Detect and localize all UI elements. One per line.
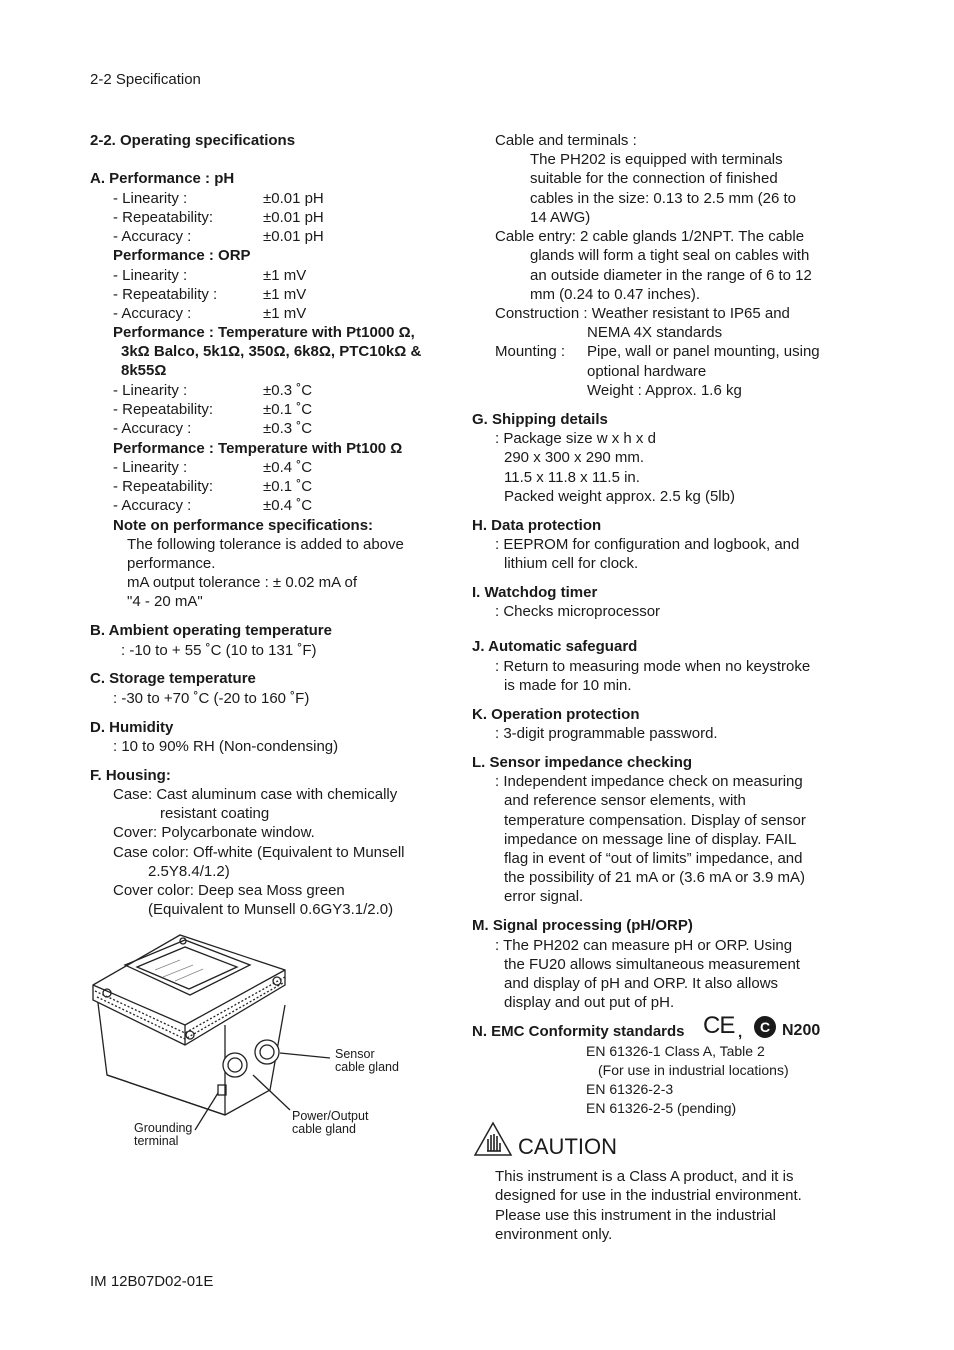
performance-pt1000-heading: Performance : Temperature with Pt1000 Ω, [113,324,415,341]
grounding-label: Grounding [134,1121,193,1135]
sensor-gland-label: Sensor [335,1047,375,1061]
housing-line: Case color: Off-white (Equivalent to Munsell [113,844,405,861]
performance-orp-heading: Performance : ORP [113,247,251,264]
housing-line: Cover: Polycarbonate window. [113,824,315,841]
impedance-line: flag in event of “out of limits” impedance, and [504,850,803,867]
spec-value: ±0.01 pH [263,209,324,226]
safeguard-line: : Return to measuring mode when no keystroke [495,658,811,675]
housing-line: Cover color: Deep sea Moss green [113,882,345,899]
cable-line: 14 AWG) [530,209,591,226]
ambient-temp-heading: B. Ambient operating temperature [90,622,332,639]
signal-processing-line: and display of pH and ORP. It also allows [504,975,779,992]
spec-value: ±1 mV [263,305,307,322]
mounting-line: Pipe, wall or panel mounting, using [587,343,820,360]
storage-temp-heading: C. Storage temperature [90,670,256,687]
cable-line: an outside diameter in the range of 6 to 12 [530,267,812,284]
emc-standard-line: EN 61326-2-5 (pending) [586,1100,737,1116]
safeguard-line: is made for 10 min. [504,677,632,694]
caution-text-line: environment only. [495,1226,613,1243]
spec-value: ±0.4 ˚C [263,459,313,476]
shipping-line: 290 x 300 x 290 mm. [504,449,645,466]
caution-title: CAUTION [518,1134,617,1159]
spec-value: ±0.01 pH [263,228,324,245]
data-protection-line: : EEPROM for configuration and logbook, and [495,536,800,553]
note-heading: Note on performance specifications: [113,517,374,534]
note-line: mA output tolerance : ± 0.02 mA of [127,574,358,591]
sensor-gland-label: cable gland [335,1060,399,1074]
watchdog-heading: I. Watchdog timer [472,584,598,601]
housing-heading: F. Housing: [90,767,171,784]
cable-line: The PH202 is equipped with terminals [530,151,783,168]
storage-temp-value: : -30 to +70 ˚C (-20 to 160 ˚F) [113,690,310,707]
housing-line: Case: Cast aluminum case with chemically [113,786,398,803]
shipping-line: : Package size w x h x d [495,430,656,447]
spec-value: ±0.4 ˚C [263,497,313,514]
weight-line: Weight : Approx. 1.6 kg [587,382,742,399]
c-tick-mark-icon: C [754,1016,776,1038]
spec-label: - Linearity : [113,382,188,399]
page-header: 2-2 Specification [90,71,201,88]
data-protection-line: lithium cell for clock. [504,555,639,572]
emc-standard-line: EN 61326-2-3 [586,1081,674,1097]
cable-line: Cable and terminals : [495,132,637,149]
spec-label: - Accuracy : [113,497,192,514]
note-line: performance. [127,555,216,572]
operation-protection-heading: K. Operation protection [472,706,640,723]
emc-heading: N. EMC Conformity standards [472,1023,685,1040]
spec-value: ±1 mV [263,286,307,303]
performance-pt1000-heading-cont: 8k55Ω [121,362,167,379]
spec-label: - Linearity : [113,190,188,207]
spec-value: ±0.1 ˚C [263,478,313,495]
caution-text-line: Please use this instrument in the industrial [495,1207,776,1224]
housing-line: (Equivalent to Munsell 0.6GY3.1/2.0) [148,901,394,918]
housing-line: resistant coating [160,805,270,822]
caution-text-line: designed for use in the industrial environment. [495,1187,802,1204]
emc-comma: , [738,1024,743,1041]
power-gland-label: Power/Output [292,1109,369,1123]
emc-standard-line: EN 61326-1 Class A, Table 2 [586,1043,765,1059]
performance-pt1000-heading-cont: 3kΩ Balco, 5k1Ω, 350Ω, 6k8Ω, PTC10kΩ & [121,343,422,360]
mounting-label: Mounting : [495,343,566,360]
performance-ph-heading: A. Performance : pH [90,170,235,187]
spec-label: - Linearity : [113,267,188,284]
spec-label: - Repeatability : [113,286,218,303]
page-footer: IM 12B07D02-01E [90,1273,214,1290]
safeguard-heading: J. Automatic safeguard [472,638,638,655]
cable-line: mm (0.24 to 0.47 inches). [530,286,701,303]
spec-value: ±0.01 pH [263,190,324,207]
performance-pt100-heading: Performance : Temperature with Pt100 Ω [113,440,403,457]
spec-label: - Repeatability: [113,478,214,495]
humidity-value: : 10 to 90% RH (Non-condensing) [113,738,339,755]
spec-value: ±1 mV [263,267,307,284]
n200-mark: N200 [782,1022,821,1039]
shipping-line: 11.5 x 11.8 x 11.5 in. [504,469,640,486]
spec-value: ±0.1 ˚C [263,401,313,418]
construction-line: NEMA 4X standards [587,324,723,341]
watchdog-line: : Checks microprocessor [495,603,661,620]
caution-hand-icon [473,1121,513,1157]
note-line: The following tolerance is added to above [127,536,404,553]
mounting-line: optional hardware [587,363,707,380]
spec-label: - Linearity : [113,459,188,476]
section-title: 2-2. Operating specifications [90,132,296,149]
housing-line: 2.5Y8.4/1.2) [148,863,230,880]
impedance-line: : Independent impedance check on measuring [495,773,803,790]
spec-label: - Accuracy : [113,305,192,322]
cable-line: suitable for the connection of finished [530,170,778,187]
signal-processing-line: display and out put of pH. [504,994,675,1011]
shipping-line: Packed weight approx. 2.5 kg (5lb) [504,488,735,505]
construction-line: Construction : Weather resistant to IP65 and [495,305,790,322]
cable-line: cables in the size: 0.13 to 2.5 mm (26 to [530,190,796,207]
note-line: "4 - 20 mA" [127,593,203,610]
data-protection-heading: H. Data protection [472,517,602,534]
spec-value: ±0.3 ˚C [263,382,313,399]
spec-label: - Repeatability: [113,401,214,418]
operation-protection-line: : 3-digit programmable password. [495,725,718,742]
cable-line: glands will form a tight seal on cables with [530,247,810,264]
impedance-line: temperature compensation. Display of sensor [504,812,806,829]
impedance-line: impedance on message line of display. FAIL [504,831,797,848]
shipping-heading: G. Shipping details [472,411,608,428]
signal-processing-line: : The PH202 can measure pH or ORP. Using [495,937,793,954]
impedance-heading: L. Sensor impedance checking [472,754,693,771]
humidity-heading: D. Humidity [90,719,174,736]
caution-text-line: This instrument is a Class A product, and it is [495,1168,794,1185]
grounding-label: terminal [134,1134,179,1148]
signal-processing-line: the FU20 allows simultaneous measurement [504,956,800,973]
impedance-line: error signal. [504,888,584,905]
impedance-line: the possibility of 21 mA or (3.6 mA or 3.9 mA) [504,869,805,886]
power-gland-label: cable gland [292,1122,356,1136]
impedance-line: and reference sensor elements, with [504,792,746,809]
cable-line: Cable entry: 2 cable glands 1/2NPT. The cable [495,228,805,245]
emc-standard-line: (For use in industrial locations) [598,1062,789,1078]
ce-mark-icon: CE [703,1012,735,1039]
spec-label: - Accuracy : [113,420,192,437]
signal-processing-heading: M. Signal processing (pH/ORP) [472,917,693,934]
spec-label: - Repeatability: [113,209,214,226]
ambient-temp-value: : -10 to + 55 ˚C (10 to 131 ˚F) [121,642,317,659]
spec-label: - Accuracy : [113,228,192,245]
spec-value: ±0.3 ˚C [263,420,313,437]
